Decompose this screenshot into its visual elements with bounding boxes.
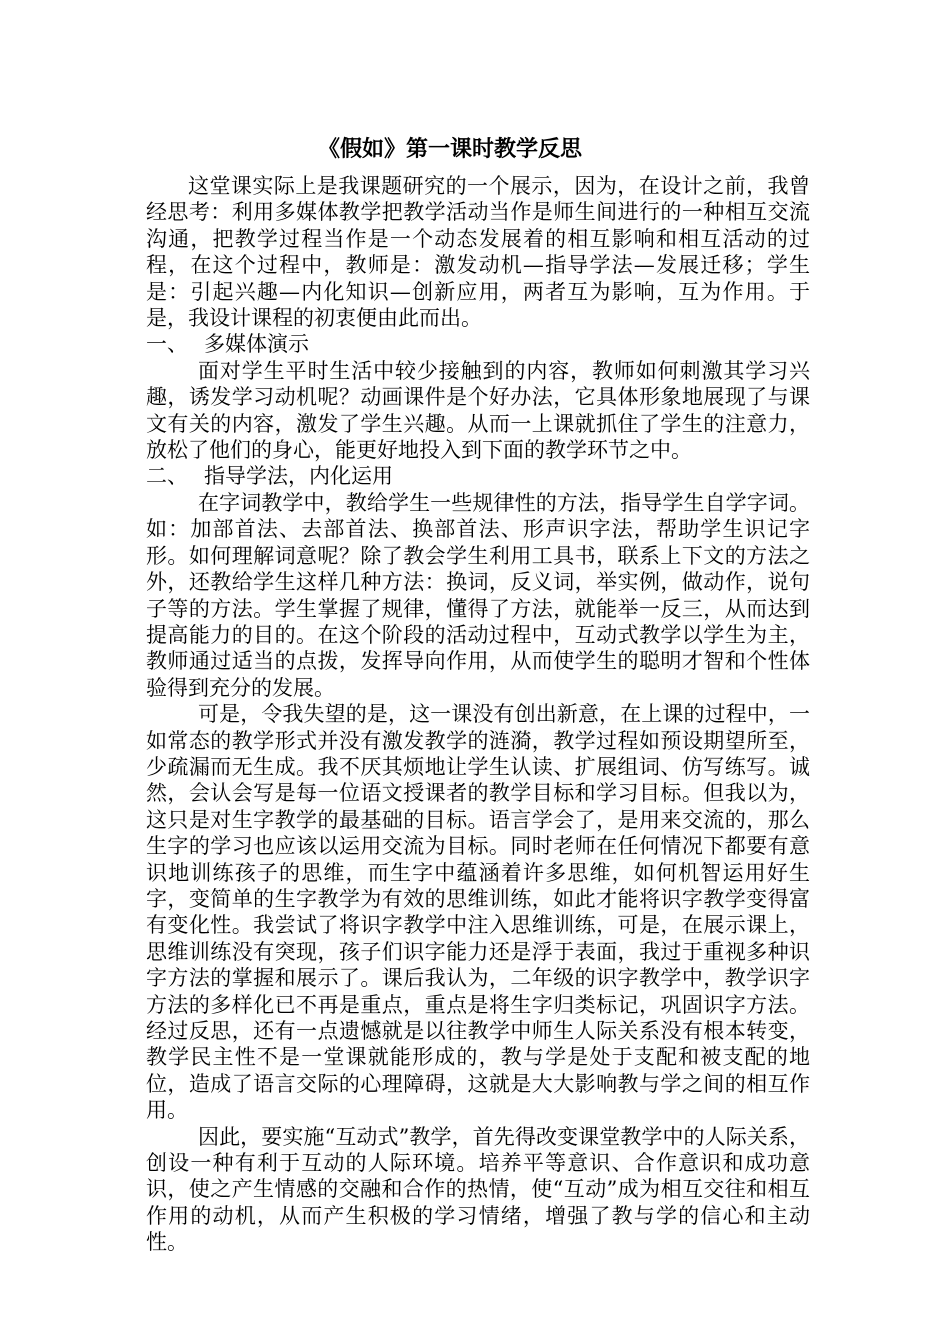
intro-paragraph: 这堂课实际上是我课题研究的一个展示，因为，在设计之前，我曾经思考：利用多媒体教学把教学活动当作是师生间进行的一种相互交流沟通，把教学过程当作是一个动态发展着的相互影响和相互活动的过程，在这个过程中，教师是：激发动机—指导学法—发展迁移；学生是：引起兴趣—内化知识—创新应用，两者互为影响，互为作用。于是，我设计课程的初衷便由此而出。: [146, 174, 810, 331]
conclusion-paragraph: 因此，要实施“互动式”教学，首先得改变课堂教学中的人际关系，创设一种有利于互动的人际环境。培养平等意识、合作意识和成功意识，使之产生情感的交融和合作的热情，使“互动”成为相互交往和相互作用的动机，从而产生积极的学习情绪，增强了教与学的信心和主动性。: [146, 1124, 810, 1255]
section-2-number: 二、: [146, 464, 188, 489]
section-1-number: 一、: [146, 332, 188, 357]
section-1-title: 多媒体演示: [204, 332, 309, 357]
section-2-heading: [146, 463, 810, 489]
section-1-heading: [146, 331, 810, 357]
document-body: [146, 173, 810, 1256]
reflection-paragraph: 可是，令我失望的是，这一课没有创出新意，在上课的过程中，一如常态的教学形式并没有激发教学的涟漪，教学过程如预设期望所至，少疏漏而无生成。我不厌其烦地让学生认读、扩展组词、仿写练写。诚然，会认会写是每一位语文授课者的教学目标和学习目标。但我以为，这只是对生字教学的最基础的目标。语言学会了，是用来交流的，那么生字的学习也应该以运用交流为目标。同时老师在任何情况下都要有意识地训练孩子的思维，而生字中蕴涵着许多思维，如何机智运用好生字，变简单的生字教学为有效的思维训练，如此才能将识字教学变得富有变化性。我尝试了将识字教学中注入思维训练，可是，在展示课上，思维训练没有突现，孩子们识字能力还是浮于表面，我过于重视多种识字方法的掌握和展示了。课后我认为，二年级的识字教学中，教学识字方法的多样化已不再是重点，重点是将生字归类标记，巩固识字方法。经过反思，还有一点遗憾就是以往教学中师生人际关系没有根本转变，教学民主性不是一堂课就能形成的，教与学是处于支配和被支配的地位，造成了语言交际的心理障碍，这就是大大影响教与学之间的相互作用。: [146, 702, 810, 1123]
document-title: 《假如》第一课时教学反思: [317, 136, 582, 162]
section-2-title: 指导学法，内化运用: [204, 464, 393, 489]
section-2-paragraph: 在字词教学中，教给学生一些规律性的方法，指导学生自学字词。如：加部首法、去部首法、换部首法、形声识字法，帮助学生识记字形。如何理解词意呢？除了教会学生利用工具书，联系上下文的方法之外，还教给学生这样几种方法：换词，反义词，举实例，做动作，说句子等的方法。学生掌握了规律，懂得了方法，就能举一反三，从而达到提高能力的目的。在这个阶段的活动过程中，互动式教学以学生为主，教师通过适当的点拨，发挥导向作用，从而使学生的聪明才智和个性体验得到充分的发展。: [146, 490, 810, 700]
section-1-paragraph: 面对学生平时生活中较少接触到的内容，教师如何刺激其学习兴趣，诱发学习动机呢？动画课件是个好办法，它具体形象地展现了与课文有关的内容，激发了学生兴趣。从而一上课就抓住了学生的注意力，放松了他们的身心，能更好地投入到下面的教学环节之中。: [146, 358, 810, 463]
